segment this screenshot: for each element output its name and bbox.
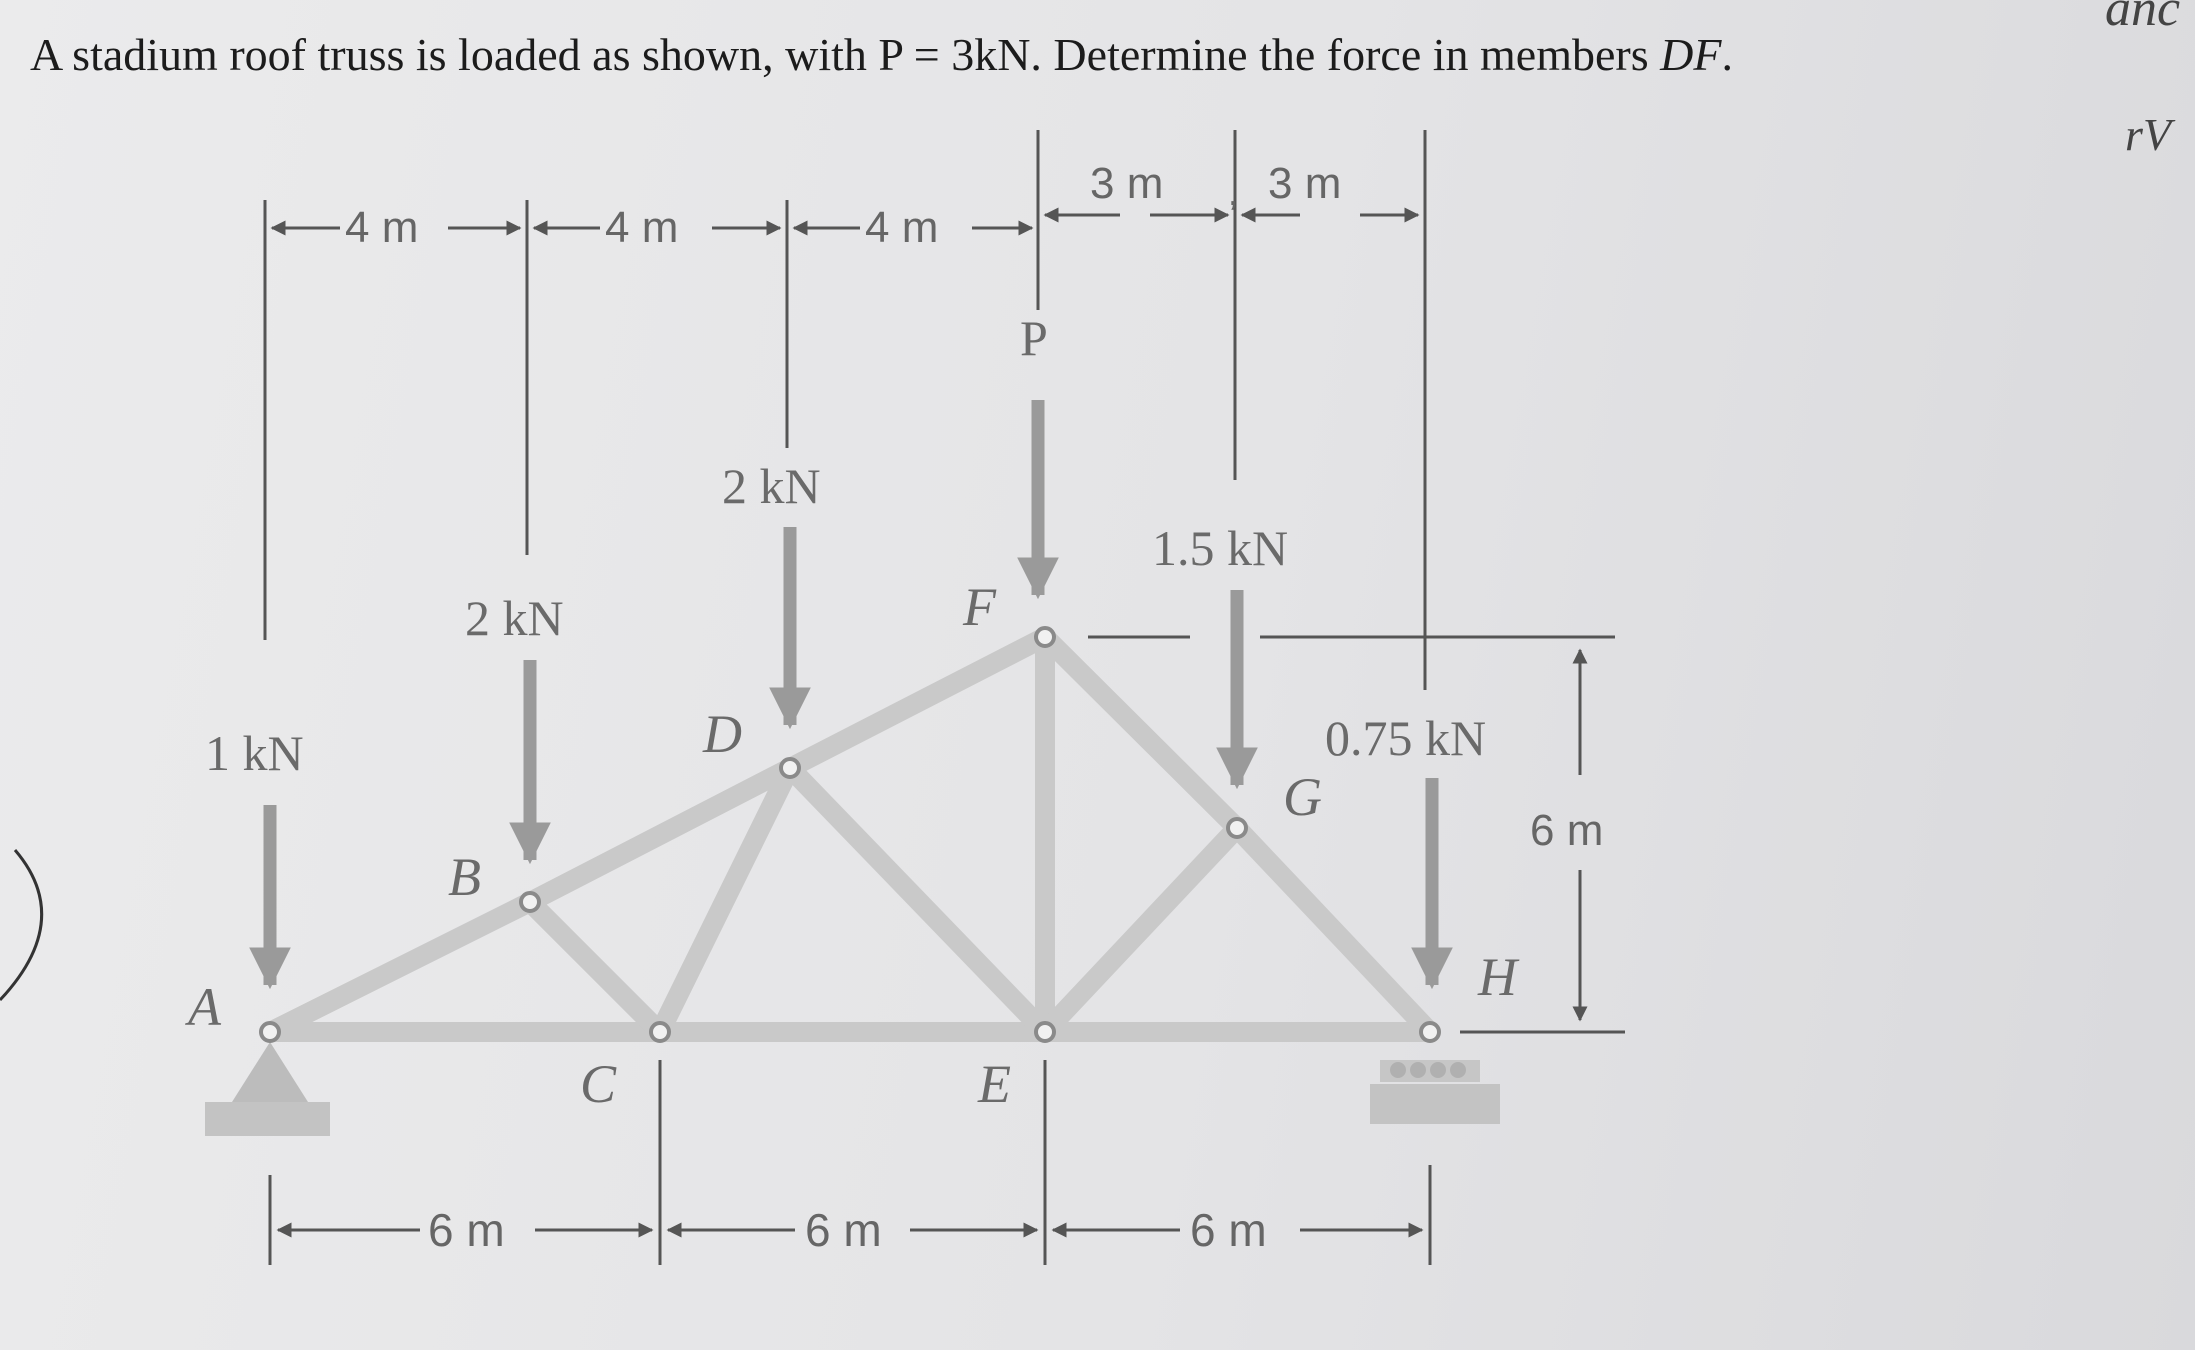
joint-label-G: G — [1283, 767, 1322, 827]
joint-E — [1036, 1023, 1054, 1041]
joint-label-H: H — [1478, 947, 1517, 1007]
load-label-B: 2 kN — [465, 590, 564, 646]
member-BC — [530, 902, 660, 1032]
member-AB — [270, 902, 530, 1032]
dim-bottom-2: 6 m — [805, 1204, 882, 1256]
load-label-H: 0.75 kN — [1325, 710, 1487, 766]
problem-text-before: A stadium roof truss is loaded as shown, with P = 3kN. Determine the force in members — [30, 29, 1661, 80]
joint-H — [1421, 1023, 1439, 1041]
joint-C — [651, 1023, 669, 1041]
dim-bottom-1: 6 m — [428, 1204, 505, 1256]
joint-label-E: E — [978, 1054, 1011, 1114]
joint-label-C: C — [580, 1054, 617, 1114]
dim-bottom-3: 6 m — [1190, 1204, 1267, 1256]
top-dimension-line — [272, 215, 1418, 228]
member-DE — [790, 768, 1045, 1032]
load-label-G: 1.5 kN — [1152, 520, 1289, 576]
dim-top-1: 4 m — [345, 203, 419, 252]
joint-A — [261, 1023, 279, 1041]
scribble-right: rV — [2125, 109, 2171, 160]
joint-label-D: D — [703, 704, 742, 764]
dim-top-3: 4 m — [865, 203, 939, 252]
load-label-P: P — [1020, 310, 1048, 366]
left-margin-bracket — [0, 850, 42, 1000]
scribble-top-right: anc — [2105, 0, 2181, 37]
dim-top-comma: , — [1228, 172, 1239, 213]
problem-member-name: DF — [1660, 29, 1722, 80]
load-label-D: 2 kN — [722, 458, 821, 514]
joint-label-F: F — [963, 577, 996, 637]
joint-label-B: B — [448, 847, 481, 907]
problem-text-after: . — [1721, 29, 1733, 80]
dim-top-5: 3 m — [1268, 159, 1342, 208]
joint-G — [1228, 819, 1246, 837]
truss-members — [270, 637, 1430, 1032]
margin-marks — [0, 850, 42, 1000]
dim-height: 6 m — [1530, 806, 1604, 855]
load-label-A: 1 kN — [205, 725, 304, 781]
joint-D — [781, 759, 799, 777]
member-EG — [1045, 828, 1237, 1032]
member-GH — [1237, 828, 1430, 1032]
joint-B — [521, 893, 539, 911]
load-labels — [205, 310, 1486, 781]
top-dimension-labels — [345, 159, 1341, 252]
roller-support-H — [1370, 1060, 1500, 1124]
joint-label-A: A — [188, 977, 221, 1037]
load-arrows — [270, 400, 1432, 985]
dim-top-4: 3 m — [1090, 159, 1164, 208]
joint-F — [1036, 628, 1054, 646]
dim-top-2: 4 m — [605, 203, 679, 252]
member-FG — [1045, 637, 1237, 828]
member-DF — [790, 637, 1045, 768]
pin-support-A — [205, 1042, 330, 1136]
